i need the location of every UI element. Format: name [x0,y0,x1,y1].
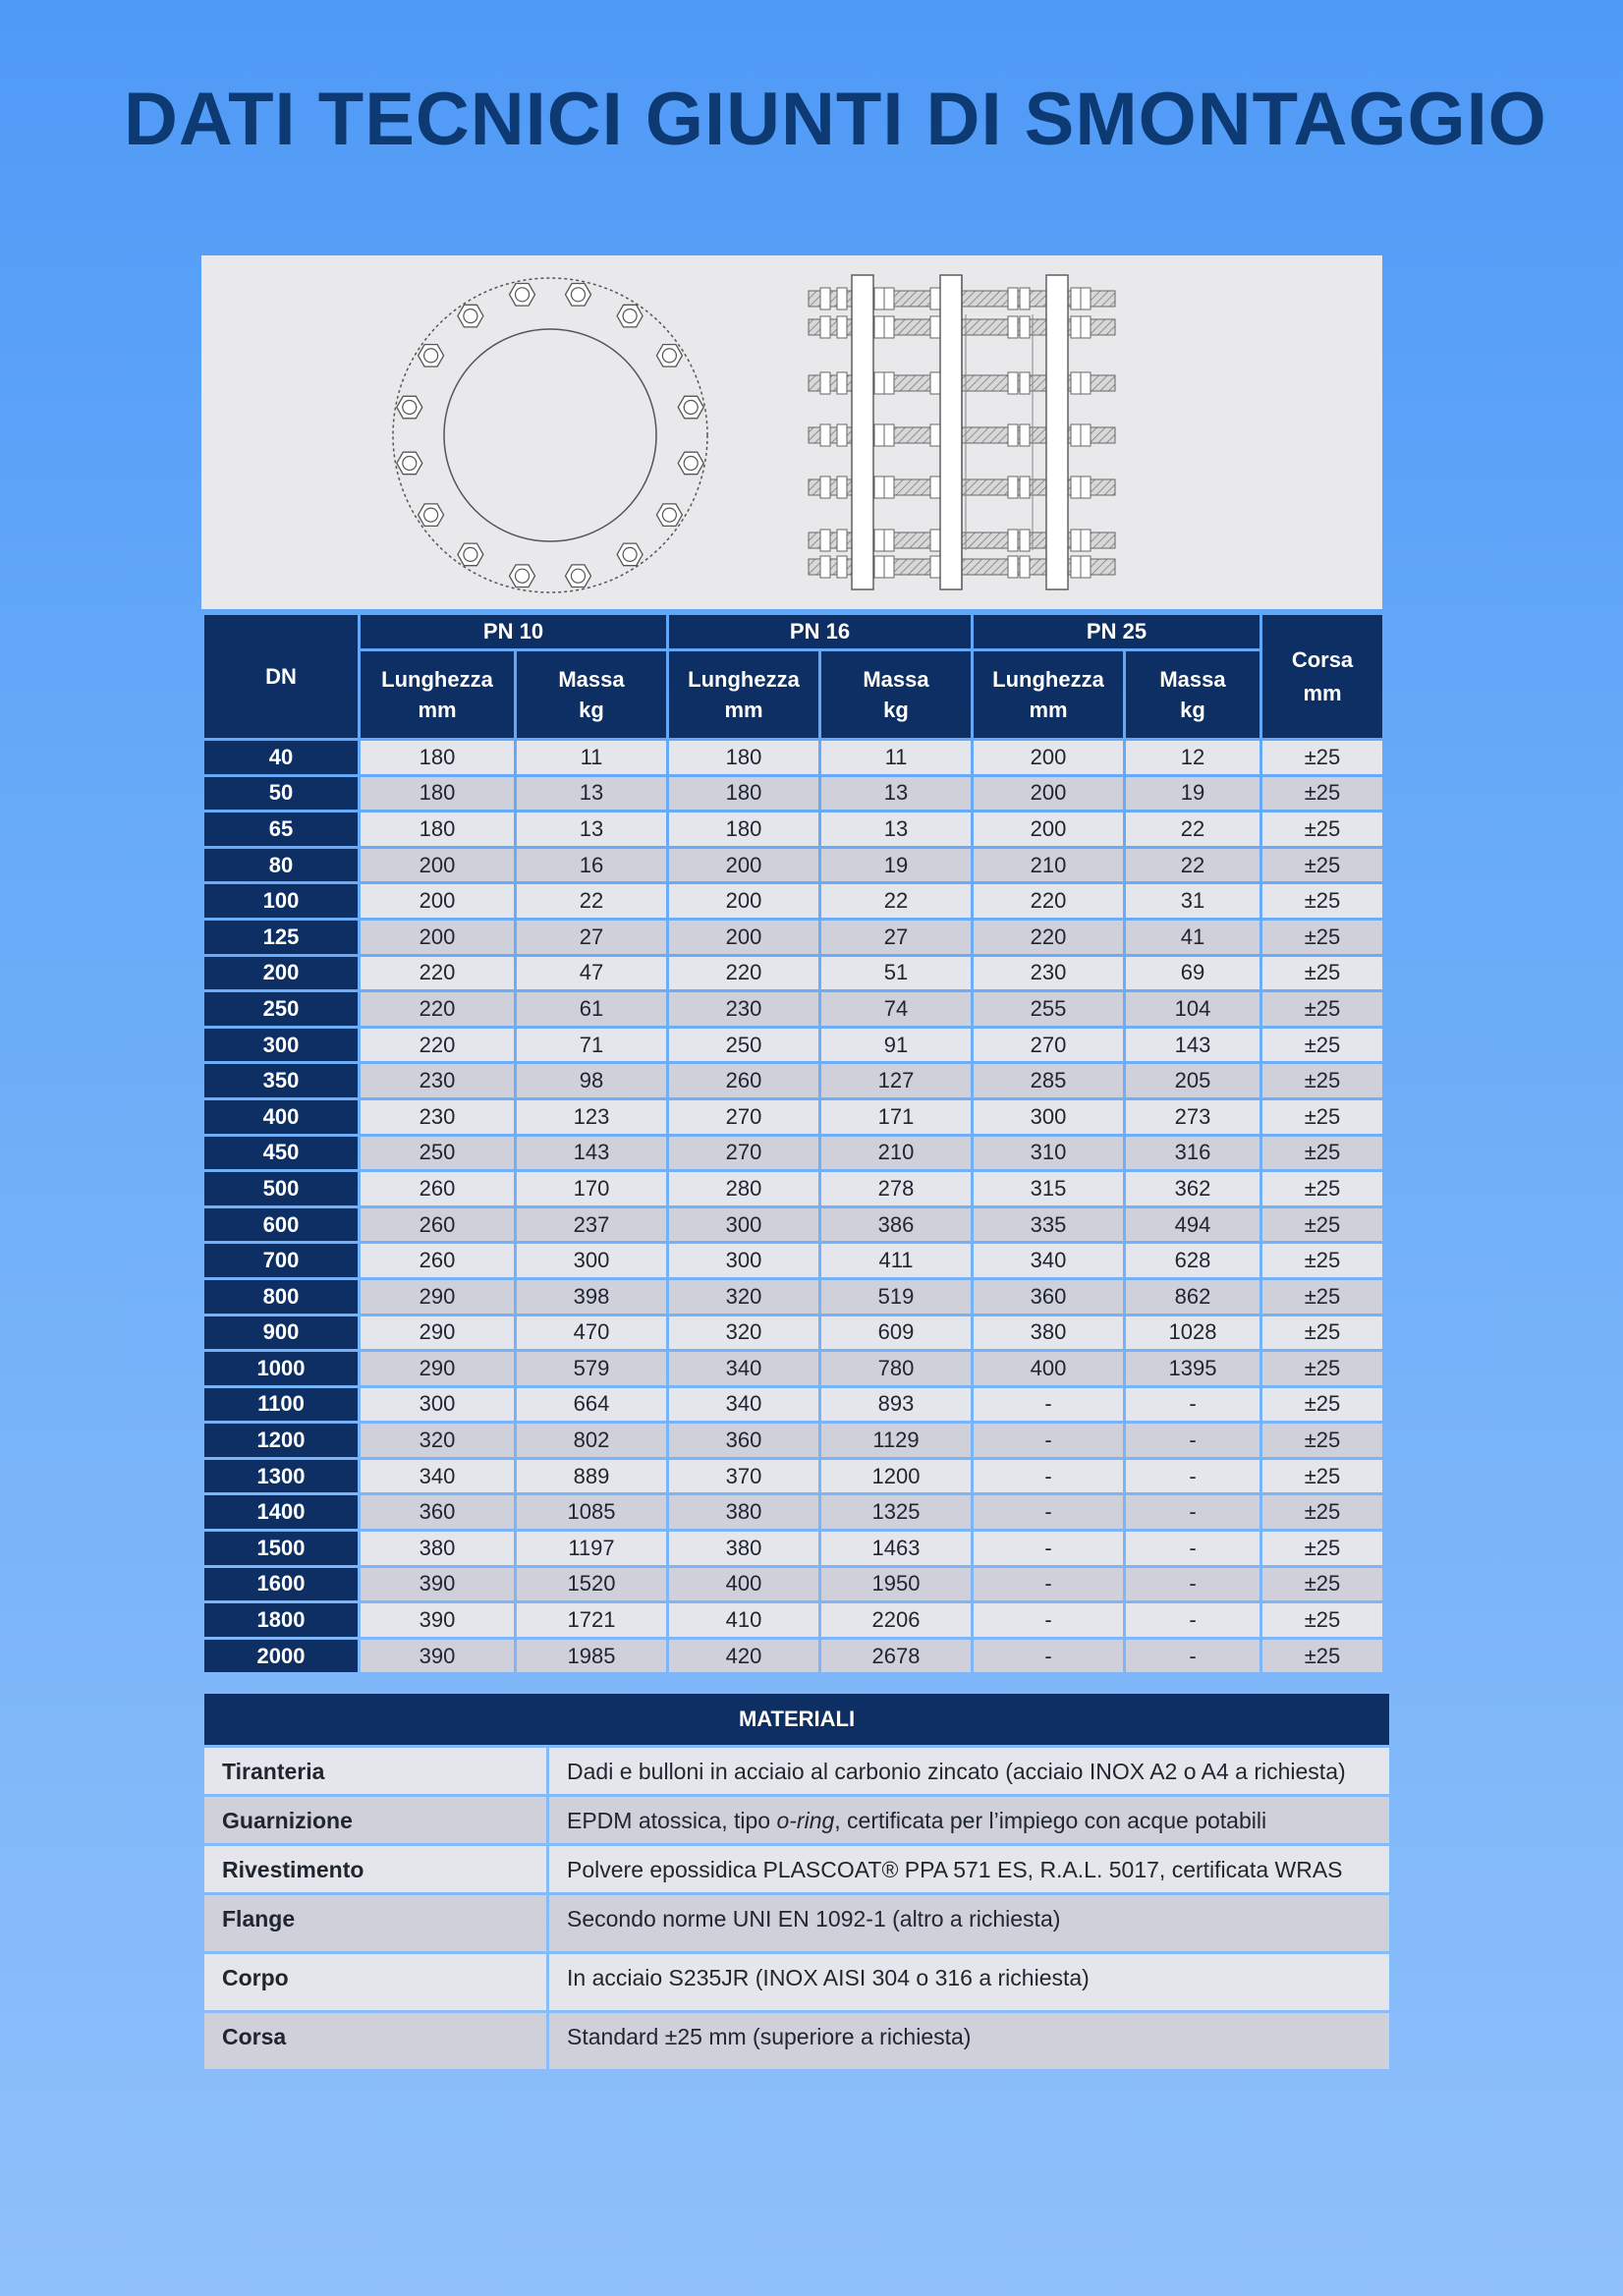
materials-row [204,1954,1389,2010]
pn10-length-cell: 260 [361,1172,514,1205]
pn16-mass-cell: 22 [821,884,971,918]
materials-row [204,1846,1389,1892]
dn-cell: 1000 [204,1352,358,1385]
table-row [204,957,1382,990]
table-row [204,1603,1382,1637]
dn-cell: 900 [204,1316,358,1350]
stroke-cell: ±25 [1262,1100,1382,1134]
pn25-mass-cell: 1395 [1126,1352,1259,1385]
pn16-mass-cell: 51 [821,957,971,990]
dn-cell: 800 [204,1280,358,1314]
pn10-length-cell: 220 [361,957,514,990]
dn-cell: 100 [204,884,358,918]
pn10-length-cell: 180 [361,741,514,774]
pn25-mass-cell: 104 [1126,992,1259,1026]
stroke-cell: ±25 [1262,1172,1382,1205]
length-header: Lunghezza mm [669,651,818,738]
pn16-mass-cell: 11 [821,741,971,774]
table-row [204,849,1382,882]
dn-cell: 600 [204,1208,358,1242]
materials-row [204,2013,1389,2069]
pn25-length-cell: 220 [974,921,1123,954]
stroke-cell: ±25 [1262,1137,1382,1170]
materials-value: Polvere epossidica PLASCOAT® PPA 571 ES, R.A.L. 5017, certificata WRAS [549,1846,1389,1892]
pn25-length-cell: - [974,1532,1123,1565]
pn10-length-cell: 180 [361,777,514,811]
pn10-length-cell: 200 [361,884,514,918]
pn25-mass-cell: 31 [1126,884,1259,918]
materials-value: Standard ±25 mm (superiore a richiesta) [549,2013,1389,2069]
table-row [204,992,1382,1026]
stroke-cell: ±25 [1262,1640,1382,1673]
dn-header: DN [204,615,358,738]
pn16-mass-cell: 19 [821,849,971,882]
pn16-mass-cell: 411 [821,1244,971,1277]
pn10-mass-cell: 579 [517,1352,666,1385]
pn25-length-cell: - [974,1495,1123,1529]
pn16-mass-cell: 1950 [821,1568,971,1601]
table-row [204,1172,1382,1205]
pn16-mass-cell: 2206 [821,1603,971,1637]
stroke-cell: ±25 [1262,1424,1382,1457]
pn16-length-cell: 180 [669,812,818,846]
pn16-header: PN 16 [669,615,971,648]
pn16-mass-cell: 893 [821,1388,971,1422]
pn10-length-cell: 230 [361,1100,514,1134]
stroke-cell: ±25 [1262,849,1382,882]
pn25-length-cell: 300 [974,1100,1123,1134]
dn-cell: 125 [204,921,358,954]
pn16-length-cell: 280 [669,1172,818,1205]
table-row [204,1388,1382,1422]
table-row [204,741,1382,774]
stroke-cell: ±25 [1262,1064,1382,1097]
stroke-cell: ±25 [1262,1316,1382,1350]
pn16-mass-cell: 2678 [821,1640,971,1673]
stroke-cell: ±25 [1262,884,1382,918]
pn10-mass-cell: 802 [517,1424,666,1457]
materials-label: Rivestimento [204,1846,546,1892]
stroke-cell: ±25 [1262,1568,1382,1601]
materials-value: Secondo norme UNI EN 1092-1 (altro a richiesta) [549,1895,1389,1951]
dn-cell: 350 [204,1064,358,1097]
technical-drawing [201,255,1382,609]
dn-cell: 1800 [204,1603,358,1637]
pn16-mass-cell: 13 [821,777,971,811]
pn25-mass-cell: 41 [1126,921,1259,954]
pn25-length-cell: - [974,1388,1123,1422]
pn10-mass-cell: 11 [517,741,666,774]
dn-cell: 400 [204,1100,358,1134]
pn16-length-cell: 360 [669,1424,818,1457]
table-row [204,884,1382,918]
pn25-mass-cell: - [1126,1603,1259,1637]
pn25-mass-cell: - [1126,1388,1259,1422]
stroke-cell: ±25 [1262,741,1382,774]
pn10-length-cell: 230 [361,1064,514,1097]
pn25-header: PN 25 [974,615,1259,648]
materials-label: Guarnizione [204,1797,546,1843]
technical-data-table [201,612,1385,1675]
pn25-mass-cell: 69 [1126,957,1259,990]
stroke-cell: ±25 [1262,1603,1382,1637]
dn-cell: 1200 [204,1424,358,1457]
table-row [204,777,1382,811]
pn16-mass-cell: 386 [821,1208,971,1242]
dn-cell: 1600 [204,1568,358,1601]
pn16-length-cell: 320 [669,1280,818,1314]
pn25-length-cell: 380 [974,1316,1123,1350]
table-row [204,1064,1382,1097]
pn25-mass-cell: 862 [1126,1280,1259,1314]
pn10-length-cell: 390 [361,1640,514,1673]
stroke-cell: ±25 [1262,1280,1382,1314]
table-row [204,1029,1382,1062]
pn16-length-cell: 200 [669,884,818,918]
pn16-length-cell: 220 [669,957,818,990]
pn10-length-cell: 290 [361,1352,514,1385]
pn25-length-cell: 230 [974,957,1123,990]
pn25-mass-cell: 494 [1126,1208,1259,1242]
materials-label: Corpo [204,1954,546,2010]
pn16-length-cell: 420 [669,1640,818,1673]
pn25-length-cell: 400 [974,1352,1123,1385]
pn10-mass-cell: 98 [517,1064,666,1097]
materials-label: Corsa [204,2013,546,2069]
pn10-mass-cell: 123 [517,1100,666,1134]
stroke-cell: ±25 [1262,777,1382,811]
pn25-length-cell: 315 [974,1172,1123,1205]
pn16-length-cell: 180 [669,777,818,811]
pn16-length-cell: 400 [669,1568,818,1601]
pn25-length-cell: 335 [974,1208,1123,1242]
pn16-length-cell: 260 [669,1064,818,1097]
stroke-cell: ±25 [1262,957,1382,990]
table-row [204,1532,1382,1565]
materials-header: MATERIALI [204,1694,1389,1745]
pn10-length-cell: 290 [361,1280,514,1314]
pn16-length-cell: 270 [669,1137,818,1170]
pn10-length-cell: 200 [361,921,514,954]
pn16-mass-cell: 1200 [821,1460,971,1493]
pn16-length-cell: 410 [669,1603,818,1637]
pn10-length-cell: 380 [361,1532,514,1565]
pn16-length-cell: 250 [669,1029,818,1062]
length-header: Lunghezza mm [361,651,514,738]
pn25-mass-cell: 273 [1126,1100,1259,1134]
materials-value: EPDM atossica, tipo o-ring, certificata per l’impiego con acque potabili [549,1797,1389,1843]
length-header: Lunghezza mm [974,651,1123,738]
pn10-mass-cell: 71 [517,1029,666,1062]
dn-cell: 1300 [204,1460,358,1493]
pn16-length-cell: 200 [669,921,818,954]
pn16-mass-cell: 1463 [821,1532,971,1565]
materials-value: In acciaio S235JR (INOX AISI 304 o 316 a richiesta) [549,1954,1389,2010]
pn25-length-cell: 360 [974,1280,1123,1314]
pn10-length-cell: 180 [361,812,514,846]
pn10-mass-cell: 398 [517,1280,666,1314]
pn25-length-cell: 310 [974,1137,1123,1170]
table-row [204,1640,1382,1673]
pn25-mass-cell: 205 [1126,1064,1259,1097]
pn25-mass-cell: 628 [1126,1244,1259,1277]
dismantling-joint-side-view-drawing [809,275,1115,589]
flange-front-view-drawing [393,278,707,592]
pn10-mass-cell: 889 [517,1460,666,1493]
pn16-mass-cell: 127 [821,1064,971,1097]
pn10-mass-cell: 1085 [517,1495,666,1529]
pn10-length-cell: 320 [361,1424,514,1457]
stroke-cell: ±25 [1262,1532,1382,1565]
stroke-cell: ±25 [1262,1244,1382,1277]
dn-cell: 700 [204,1244,358,1277]
dn-cell: 1500 [204,1532,358,1565]
pn16-mass-cell: 171 [821,1100,971,1134]
pn10-length-cell: 200 [361,849,514,882]
pn16-length-cell: 180 [669,741,818,774]
stroke-cell: ±25 [1262,1495,1382,1529]
pn16-length-cell: 380 [669,1495,818,1529]
pn25-length-cell: 200 [974,812,1123,846]
pn25-length-cell: 220 [974,884,1123,918]
materials-row [204,1748,1389,1794]
pn16-length-cell: 370 [669,1460,818,1493]
pn25-mass-cell: - [1126,1424,1259,1457]
pn10-length-cell: 390 [361,1568,514,1601]
materials-label: Tiranteria [204,1748,546,1794]
pn25-length-cell: - [974,1603,1123,1637]
pn25-mass-cell: - [1126,1568,1259,1601]
table-row [204,1244,1382,1277]
pn16-length-cell: 300 [669,1208,818,1242]
pn25-mass-cell: 362 [1126,1172,1259,1205]
stroke-cell: ±25 [1262,921,1382,954]
table-row [204,1495,1382,1529]
pn25-length-cell: - [974,1640,1123,1673]
pn25-mass-cell: 1028 [1126,1316,1259,1350]
pn10-mass-cell: 1985 [517,1640,666,1673]
pn10-mass-cell: 1197 [517,1532,666,1565]
pn10-mass-cell: 16 [517,849,666,882]
pn16-length-cell: 270 [669,1100,818,1134]
dn-cell: 2000 [204,1640,358,1673]
dn-cell: 500 [204,1172,358,1205]
pn10-mass-cell: 13 [517,812,666,846]
dn-cell: 200 [204,957,358,990]
pn16-mass-cell: 27 [821,921,971,954]
table-row [204,921,1382,954]
table-row [204,1208,1382,1242]
pn10-mass-cell: 470 [517,1316,666,1350]
pn25-mass-cell: - [1126,1532,1259,1565]
pn25-mass-cell: 19 [1126,777,1259,811]
materials-row [204,1797,1389,1843]
pn16-length-cell: 340 [669,1352,818,1385]
pn25-mass-cell: 316 [1126,1137,1259,1170]
stroke-cell: ±25 [1262,1388,1382,1422]
dn-cell: 65 [204,812,358,846]
pn10-mass-cell: 47 [517,957,666,990]
pn25-length-cell: 340 [974,1244,1123,1277]
pn25-mass-cell: - [1126,1640,1259,1673]
pn10-mass-cell: 13 [517,777,666,811]
pn10-header: PN 10 [361,615,666,648]
stroke-cell: ±25 [1262,992,1382,1026]
pn25-length-cell: - [974,1568,1123,1601]
pn25-length-cell: 285 [974,1064,1123,1097]
pn10-mass-cell: 170 [517,1172,666,1205]
pn25-mass-cell: - [1126,1460,1259,1493]
pn10-length-cell: 290 [361,1316,514,1350]
pn10-mass-cell: 664 [517,1388,666,1422]
pn10-length-cell: 260 [361,1208,514,1242]
dn-cell: 40 [204,741,358,774]
dn-cell: 1400 [204,1495,358,1529]
pn25-length-cell: 255 [974,992,1123,1026]
table-row [204,1424,1382,1457]
dn-cell: 50 [204,777,358,811]
dn-cell: 300 [204,1029,358,1062]
materials-row [204,1895,1389,1951]
pn16-mass-cell: 13 [821,812,971,846]
stroke-header: Corsa mm [1262,615,1382,738]
stroke-cell: ±25 [1262,1460,1382,1493]
table-row [204,1568,1382,1601]
pn25-mass-cell: - [1126,1495,1259,1529]
pn16-length-cell: 380 [669,1532,818,1565]
pn16-mass-cell: 780 [821,1352,971,1385]
pn25-mass-cell: 22 [1126,849,1259,882]
technical-drawing-panel [201,255,1382,609]
pn10-length-cell: 360 [361,1495,514,1529]
pn16-mass-cell: 278 [821,1172,971,1205]
pn10-length-cell: 390 [361,1603,514,1637]
pn25-length-cell: - [974,1424,1123,1457]
table-row [204,1137,1382,1170]
pn25-length-cell: 210 [974,849,1123,882]
table-row [204,1460,1382,1493]
pn25-length-cell: 270 [974,1029,1123,1062]
pn10-mass-cell: 300 [517,1244,666,1277]
dn-cell: 450 [204,1137,358,1170]
pn16-mass-cell: 1129 [821,1424,971,1457]
stroke-cell: ±25 [1262,1208,1382,1242]
pn25-mass-cell: 143 [1126,1029,1259,1062]
pn10-length-cell: 300 [361,1388,514,1422]
pn10-mass-cell: 1721 [517,1603,666,1637]
pn25-length-cell: - [974,1460,1123,1493]
table-row [204,1280,1382,1314]
mass-header: Massa kg [517,651,666,738]
stroke-cell: ±25 [1262,812,1382,846]
materials-table [201,1691,1392,2072]
pn16-length-cell: 230 [669,992,818,1026]
pn25-mass-cell: 12 [1126,741,1259,774]
pn25-length-cell: 200 [974,777,1123,811]
pn16-mass-cell: 519 [821,1280,971,1314]
pn25-length-cell: 200 [974,741,1123,774]
dn-cell: 250 [204,992,358,1026]
pn10-length-cell: 220 [361,1029,514,1062]
pn10-mass-cell: 22 [517,884,666,918]
pn10-length-cell: 250 [361,1137,514,1170]
pn16-mass-cell: 210 [821,1137,971,1170]
materials-value: Dadi e bulloni in acciaio al carbonio zincato (acciaio INOX A2 o A4 a richiesta) [549,1748,1389,1794]
pn16-mass-cell: 74 [821,992,971,1026]
table-row [204,1352,1382,1385]
pn10-length-cell: 220 [361,992,514,1026]
pn16-mass-cell: 1325 [821,1495,971,1529]
pn10-length-cell: 340 [361,1460,514,1493]
dn-cell: 1100 [204,1388,358,1422]
table-row [204,812,1382,846]
pn10-length-cell: 260 [361,1244,514,1277]
pn16-mass-cell: 609 [821,1316,971,1350]
mass-header: Massa kg [821,651,971,738]
page-title: DATI TECNICI GIUNTI DI SMONTAGGIO [124,78,1547,161]
pn10-mass-cell: 27 [517,921,666,954]
pn16-length-cell: 300 [669,1244,818,1277]
pn16-length-cell: 340 [669,1388,818,1422]
pn25-mass-cell: 22 [1126,812,1259,846]
pn16-mass-cell: 91 [821,1029,971,1062]
pn16-length-cell: 200 [669,849,818,882]
table-row [204,1100,1382,1134]
stroke-cell: ±25 [1262,1352,1382,1385]
table-row [204,1316,1382,1350]
pn10-mass-cell: 143 [517,1137,666,1170]
stroke-cell: ±25 [1262,1029,1382,1062]
pn16-length-cell: 320 [669,1316,818,1350]
pn10-mass-cell: 1520 [517,1568,666,1601]
pn10-mass-cell: 61 [517,992,666,1026]
mass-header: Massa kg [1126,651,1259,738]
dn-cell: 80 [204,849,358,882]
pn10-mass-cell: 237 [517,1208,666,1242]
materials-label: Flange [204,1895,546,1951]
